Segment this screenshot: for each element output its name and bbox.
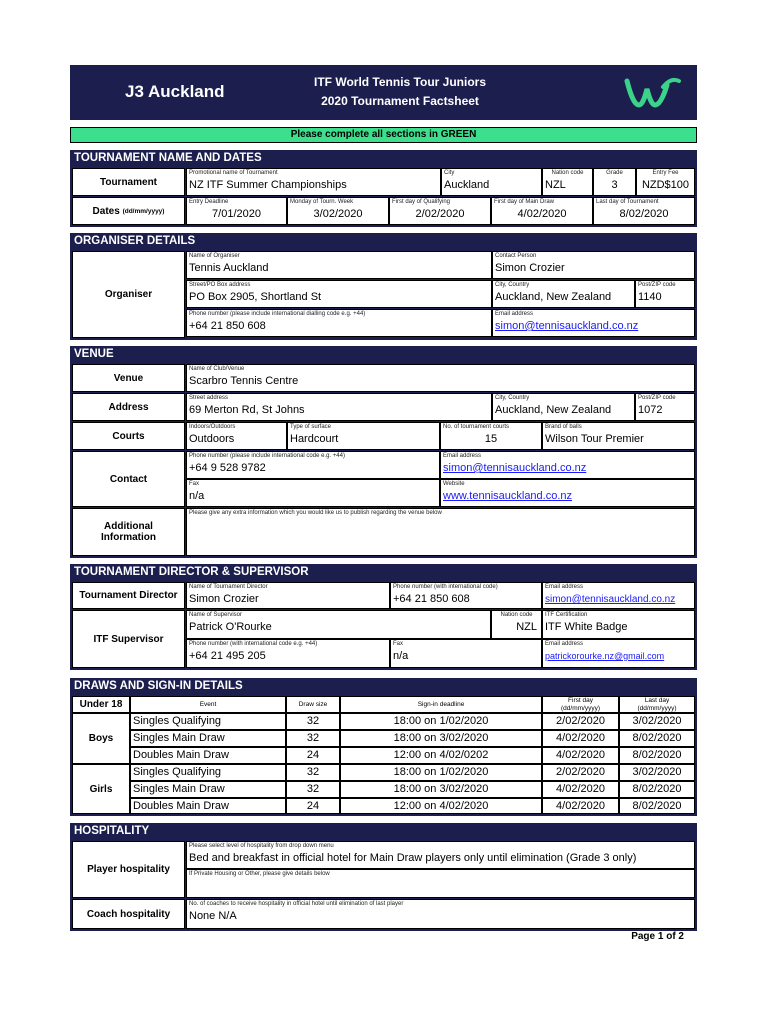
organiser-email-link[interactable]: simon@tennisauckland.co.nz — [495, 320, 639, 332]
draws-header-last-format: (dd/mm/yyyy) — [637, 704, 677, 712]
organiser-street-value: PO Box 2905, Shortland St — [189, 291, 322, 303]
organiser-name-label: Name of Organiser — [189, 253, 240, 259]
sup-phone-value: +64 21 495 205 — [189, 650, 266, 662]
venue-balls-value: Wilson Tour Premier — [545, 433, 644, 445]
venue-balls-label: Brand of balls — [545, 424, 582, 430]
organiser-contact-field[interactable] — [492, 251, 695, 279]
venue-street-value: 69 Merton Rd, St Johns — [189, 404, 305, 416]
td-email-link[interactable]: simon@tennisauckland.co.nz — [545, 594, 676, 605]
draw-first-day-cell[interactable]: 4/02/2020 — [542, 747, 619, 764]
itf-wtt-logo-icon — [623, 75, 683, 111]
sup-phone-label: Phone number (with international code e.g. +44) — [189, 641, 318, 647]
page-number: Page 1 of 2 — [631, 931, 684, 942]
draws-header-event: Event — [130, 696, 286, 713]
organiser-city-field[interactable] — [492, 280, 635, 308]
sup-fax-field[interactable] — [390, 639, 542, 668]
venue-info-label: Please give any extra information which you would like us to publish regarding the venue below — [189, 510, 442, 516]
tournament-row-label: Tournament — [72, 168, 185, 196]
draw-first-day-cell[interactable]: 4/02/2020 — [542, 781, 619, 798]
last-day-value: 8/02/2020 — [619, 208, 669, 220]
player-hospitality-select[interactable] — [186, 841, 695, 869]
instruction-bar: Please complete all sections in GREEN — [70, 127, 697, 143]
coach-hospitality-field[interactable] — [186, 899, 695, 929]
venue-city-label: City, Country — [495, 395, 530, 401]
draw-size-cell[interactable]: 32 — [286, 781, 340, 798]
venue-info-field[interactable] — [186, 508, 695, 556]
venue-post-field[interactable] — [635, 393, 695, 421]
venue-post-value: 1072 — [638, 404, 663, 416]
venue-phone-value: +64 9 528 9782 — [189, 462, 266, 474]
draw-last-day-cell[interactable]: 8/02/2020 — [619, 798, 695, 814]
main-draw-field[interactable] — [491, 197, 593, 225]
boys-group-label: Boys — [72, 713, 130, 764]
draws-header-size: Draw size — [286, 696, 340, 713]
venue-indoor-field[interactable] — [186, 422, 287, 450]
contact-row-label: Contact — [72, 451, 185, 507]
private-housing-field[interactable] — [186, 869, 695, 898]
td-email-field[interactable] — [542, 582, 695, 609]
draw-last-day-cell[interactable]: 8/02/2020 — [619, 781, 695, 798]
director-row-label: Tournament Director — [72, 582, 185, 609]
venue-fax-value: n/a — [189, 490, 205, 502]
draw-signin-cell[interactable]: 18:00 on 3/02/2020 — [340, 730, 542, 747]
draw-first-day-cell[interactable]: 4/02/2020 — [542, 798, 619, 814]
td-name-label: Name of Tournament Director — [189, 584, 268, 590]
td-email-label: Email address — [545, 584, 584, 590]
monday-value: 3/02/2020 — [313, 208, 363, 220]
td-phone-label: Phone number (with international code) — [393, 584, 498, 590]
draw-last-day-cell[interactable]: 3/02/2020 — [619, 713, 695, 730]
venue-courts-value: 15 — [484, 433, 498, 445]
draw-last-day-cell[interactable]: 8/02/2020 — [619, 747, 695, 764]
draw-event-cell[interactable]: Doubles Main Draw — [130, 747, 286, 764]
girls-group-label: Girls — [72, 764, 130, 814]
td-name-field[interactable] — [186, 582, 390, 609]
section-title-draws: DRAWS AND SIGN-IN DETAILS — [70, 678, 697, 695]
draw-size-cell[interactable]: 24 — [286, 798, 340, 814]
draw-size-cell[interactable]: 24 — [286, 747, 340, 764]
venue-post-label: Post/ZIP code — [638, 395, 676, 401]
venue-email-link[interactable]: simon@tennisauckland.co.nz — [443, 462, 587, 474]
tournament-name-value: NZ ITF Summer Championships — [189, 179, 347, 191]
sup-nation-field[interactable] — [491, 610, 542, 639]
qualifying-field[interactable] — [389, 197, 491, 225]
organiser-contact-value: Simon Crozier — [495, 262, 565, 274]
venue-row-label: Venue — [72, 364, 185, 392]
organiser-email-label: Email address — [495, 311, 534, 317]
organiser-street-field[interactable] — [186, 280, 492, 308]
dates-row-label — [72, 197, 185, 225]
section-title-tournament: TOURNAMENT NAME AND DATES — [70, 150, 697, 167]
tournament-fee-label: Entry Fee — [652, 170, 679, 176]
venue-balls-field[interactable] — [542, 422, 695, 450]
section-title-venue: VENUE — [70, 346, 697, 363]
draw-first-day-cell[interactable]: 2/02/2020 — [542, 764, 619, 781]
sup-nation-value: NZL — [516, 621, 537, 633]
organiser-city-value: Auckland, New Zealand — [495, 291, 612, 303]
player-hospitality-value: Bed and breakfast in official hotel for Main Draw players only until elimination (Grade 3 only) — [189, 852, 637, 864]
venue-email-field[interactable] — [440, 451, 695, 479]
entry-deadline-label: Entry Deadline — [189, 199, 229, 205]
main-draw-label: First day of Main Draw — [494, 199, 555, 205]
tournament-city-value: Auckland — [444, 179, 490, 191]
organiser-street-label: Street/PO Box address — [189, 282, 251, 288]
venue-fax-field[interactable] — [186, 479, 440, 507]
sup-email-field[interactable] — [542, 639, 695, 668]
venue-phone-field[interactable] — [186, 451, 440, 479]
courts-row-label: Courts — [72, 422, 185, 450]
age-group-cell: Under 18 — [72, 696, 130, 713]
draw-size-cell[interactable]: 32 — [286, 764, 340, 781]
last-day-field[interactable] — [593, 197, 695, 225]
draw-signin-cell[interactable]: 12:00 on 4/02/0202 — [340, 747, 542, 764]
tournament-fee-value: NZD$100 — [641, 179, 690, 191]
organiser-phone-value: +64 21 850 608 — [189, 320, 266, 332]
tournament-grade-label: Grade — [606, 170, 623, 176]
venue-indoor-label: Indoors/Outdoors — [189, 424, 236, 430]
draw-first-day-cell[interactable]: 4/02/2020 — [542, 730, 619, 747]
tournament-nation-field[interactable] — [542, 168, 593, 196]
sup-name-label: Name of Supervisor — [189, 612, 243, 618]
tournament-city-field[interactable] — [441, 168, 542, 196]
player-hospitality-label: Player hospitality — [72, 841, 185, 898]
tournament-city-label: City — [444, 170, 455, 176]
draw-event-cell[interactable]: Singles Main Draw — [130, 730, 286, 747]
header-title-line1: ITF World Tennis Tour Juniors — [314, 75, 486, 89]
venue-website-field[interactable] — [440, 479, 695, 507]
last-day-label: Last day of Tournament — [596, 199, 659, 205]
venue-fax-label: Fax — [189, 481, 200, 487]
tournament-nation-value: NZL — [545, 179, 566, 191]
sup-fax-value: n/a — [393, 650, 409, 662]
td-name-value: Simon Crozier — [189, 593, 259, 605]
tournament-grade-field[interactable] — [593, 168, 636, 196]
section-title-hospitality: HOSPITALITY — [70, 823, 697, 840]
venue-courts-field[interactable] — [440, 422, 542, 450]
organiser-row-label: Organiser — [72, 251, 185, 338]
tournament-name-label: Promotional name of Tournament — [189, 170, 278, 176]
draw-last-day-cell[interactable]: 3/02/2020 — [619, 764, 695, 781]
qualifying-label: First day of Qualifying — [392, 199, 451, 205]
venue-street-label: Street address — [189, 395, 229, 401]
venue-courts-label: No. of tournament courts — [443, 424, 510, 430]
organiser-post-value: 1140 — [638, 291, 662, 303]
venue-surface-label: Type of surface — [290, 424, 332, 430]
venue-email-label: Email address — [443, 453, 482, 459]
monday-field[interactable] — [287, 197, 389, 225]
draw-event-cell[interactable]: Singles Main Draw — [130, 781, 286, 798]
draw-signin-cell[interactable]: 12:00 on 4/02/2020 — [340, 798, 542, 814]
event-name: J3 Auckland — [125, 82, 225, 101]
draw-size-cell[interactable]: 32 — [286, 713, 340, 730]
venue-surface-value: Hardcourt — [290, 433, 339, 445]
tournament-fee-field[interactable] — [636, 168, 695, 196]
sup-fax-label: Fax — [393, 641, 404, 647]
address-row-label: Address — [72, 393, 185, 421]
organiser-contact-label: Contact Person — [495, 253, 537, 259]
main-draw-value: 4/02/2020 — [517, 208, 567, 220]
sup-phone-field[interactable] — [186, 639, 390, 668]
sup-name-value: Patrick O'Rourke — [189, 621, 272, 633]
organiser-name-value: Tennis Auckland — [189, 262, 269, 274]
entry-deadline-value: 7/01/2020 — [212, 208, 261, 220]
venue-website-label: Website — [443, 481, 465, 487]
tournament-grade-value: 3 — [611, 179, 618, 191]
header-title-line2: 2020 Tournament Factsheet — [321, 94, 479, 108]
venue-website-link[interactable]: www.tennisauckland.co.nz — [443, 490, 573, 502]
dates-label-suffix: (dd/mm/yyyy) — [122, 207, 165, 215]
organiser-post-field[interactable] — [635, 280, 695, 308]
qualifying-value: 2/02/2020 — [415, 208, 465, 220]
sup-cert-field[interactable] — [542, 610, 695, 639]
organiser-post-label: Post/ZIP code — [638, 282, 676, 288]
draws-header-first-format: (dd/mm/yyyy) — [561, 704, 600, 712]
organiser-phone-field[interactable] — [186, 309, 492, 337]
sup-name-field[interactable] — [186, 610, 491, 639]
organiser-phone-label: Phone number (please include international dialling code e.g. +44) — [189, 311, 366, 317]
tournament-nation-label: Nation code — [551, 170, 584, 176]
draw-event-cell[interactable]: Singles Qualifying — [130, 764, 286, 781]
draws-header-last-label: Last day — [644, 696, 670, 704]
section-title-organiser: ORGANISER DETAILS — [70, 233, 697, 250]
sup-email-link[interactable]: patrickorourke.nz@gmail.com — [545, 651, 665, 661]
entry-deadline-field[interactable] — [186, 197, 287, 225]
coach-hospitality-value: None N/A — [189, 910, 237, 922]
tournament-name-field[interactable] — [186, 168, 441, 196]
sup-cert-label: ITF Certification — [545, 612, 588, 618]
sup-cert-value: ITF White Badge — [545, 621, 628, 633]
draw-event-cell[interactable]: Doubles Main Draw — [130, 798, 286, 814]
venue-city-field[interactable] — [492, 393, 635, 421]
organiser-city-label: City, Country — [495, 282, 530, 288]
venue-club-field[interactable] — [186, 364, 695, 392]
venue-city-value: Auckland, New Zealand — [495, 404, 612, 416]
header-banner — [70, 65, 697, 120]
draw-signin-cell[interactable]: 18:00 on 1/02/2020 — [340, 764, 542, 781]
supervisor-row-label: ITF Supervisor — [72, 610, 185, 668]
draw-first-day-cell[interactable]: 2/02/2020 — [542, 713, 619, 730]
draw-signin-cell[interactable]: 18:00 on 3/02/2020 — [340, 781, 542, 798]
dates-label: Dates — [92, 205, 120, 217]
coach-hospitality-label: Coach hospitality — [72, 899, 185, 929]
td-phone-value: +64 21 850 608 — [393, 593, 470, 605]
venue-phone-label: Phone number (please include international code e.g. +44) — [189, 453, 345, 459]
organiser-email-field[interactable] — [492, 309, 695, 337]
player-hospitality-field-label: Please select level of hospitality from drop down menu — [189, 843, 334, 849]
coach-hospitality-field-label: No. of coaches to receive hospitality in official hotel until elimination of last player — [189, 901, 404, 907]
draws-header-first-label: First day — [568, 696, 593, 704]
draws-header-first — [542, 696, 619, 713]
venue-club-label: Name of Club/Venue — [189, 366, 245, 372]
venue-club-value: Scarbro Tennis Centre — [189, 375, 299, 387]
monday-label: Monday of Tourn. Week — [290, 199, 354, 205]
venue-indoor-value: Outdoors — [189, 433, 235, 445]
info-row-label: Additional Information — [72, 508, 185, 556]
private-housing-label: If Private Housing or Other, please give details below — [189, 871, 330, 877]
section-title-director: TOURNAMENT DIRECTOR & SUPERVISOR — [70, 564, 697, 581]
venue-street-field[interactable] — [186, 393, 492, 421]
sup-nation-label: Nation code — [500, 612, 533, 618]
draws-header-signin: Sign-in deadline — [340, 696, 542, 713]
venue-surface-field[interactable] — [287, 422, 440, 450]
sup-email-label: Email address — [545, 641, 584, 647]
draws-header-last — [619, 696, 695, 713]
draw-event-cell[interactable]: Singles Qualifying — [130, 713, 286, 730]
draw-size-cell[interactable]: 32 — [286, 730, 340, 747]
organiser-name-field[interactable] — [186, 251, 492, 279]
td-phone-field[interactable] — [390, 582, 542, 609]
draw-signin-cell[interactable]: 18:00 on 1/02/2020 — [340, 713, 542, 730]
draw-last-day-cell[interactable]: 8/02/2020 — [619, 730, 695, 747]
